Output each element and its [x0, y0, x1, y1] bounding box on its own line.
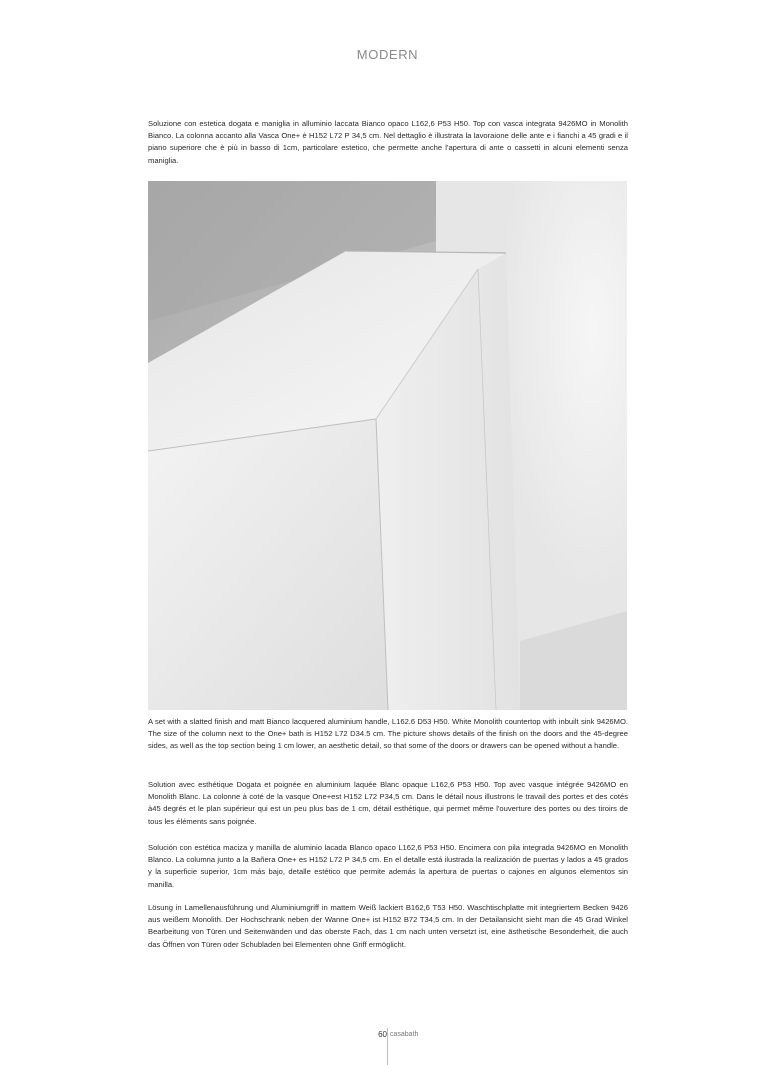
footer-brand: casabath [390, 1031, 419, 1038]
footer-divider [387, 1028, 388, 1065]
paragraph-italian: Soluzione con estetica dogata e maniglia in alluminio laccata Bianco opaco L162,6 P53 H50. Top con vasca integrata 9426MO in Monolith Bianco. La colonna accanto alla Vasca One+ è H152 L72 P 34,5 cm. Nel dettaglio è illustrata la lavoraione delle ante e i fianchi a 45 gradi e il piano superiore che è più in basso di 1cm, particolare estetico, che permette anche l'apertura di ante o cassetti in alcuni elementi senza maniglia. [148, 119, 628, 165]
paragraph-spanish: Solución con estética maciza y manilla de aluminio lacada Blanco opaco L162,6 P53 H50. Encimera con pila integrada 9426MO en Monolith Blanco. La columna junto a la Bañera One+ es H152 L72 P 34,5 cm. En el detalle está ilustrada la realización de puertas y lados a 45 grados y la superficie superior, 1cm más bajo, detalle estético que permite además la apertura de puertas o cajones en algunos elementos sin manilla. [148, 843, 628, 889]
page-footer [0, 1028, 775, 1065]
cabinet-detail-photo [148, 181, 627, 710]
paragraph-english: A set with a slatted finish and matt Bianco lacquered aluminium handle, L162.6 D53 H50. White Monolith countertop with inbuilt sink 9426MO. The size of the column next to the One+ bath is H152 L72 D34.5 cm. The picture shows details of the finish on the doors and the 45-degree sides, as well as the top section being 1 cm lower, an aesthetic detail, so that some of the doors or drawers can be opened without a handle. [148, 717, 628, 751]
paragraph-french: Solution avec esthétique Dogata et poignée en aluminium laquée Blanc opaque L162,6 P53 H50. Top avec vasque intégrée 9426MO en Monolith Blanc. La colonne à coté de la vasque One+est H152 L72 P34,5 cm. Dans le détail nous illustrons le travail des portes et des cotés à45 degrés et le plan supérieur qui est un peu plus bas de 1 cm, détail esthétique, qui permet même l'ouverture des portes ou des tiroirs de tous les éléments sans poignée. [148, 780, 628, 826]
section-title: MODERN [356, 47, 419, 62]
page-number: 60 [378, 1030, 387, 1039]
paragraph-german: Lösung in Lamellenausführung und Aluminiumgriff in mattem Weiß lackiert B162,6 T53 H50. Waschtischplatte mit integriertem Becken 9426 aus weißem Monolith. Der Hochschrank neben der Wanne One+ ist H152 B72 T34,5 cm. In der Detailansicht sieht man die 45 Grad Winkel Bearbeitung von Türen und Seitenwänden und das oberste Fach, das 1 cm nach unten versetzt ist, eine ästhetische Besonderheit, die auch das Öffnen von Türen oder Schubladen bei Elementen ohne Griff ermöglicht. [148, 903, 628, 949]
